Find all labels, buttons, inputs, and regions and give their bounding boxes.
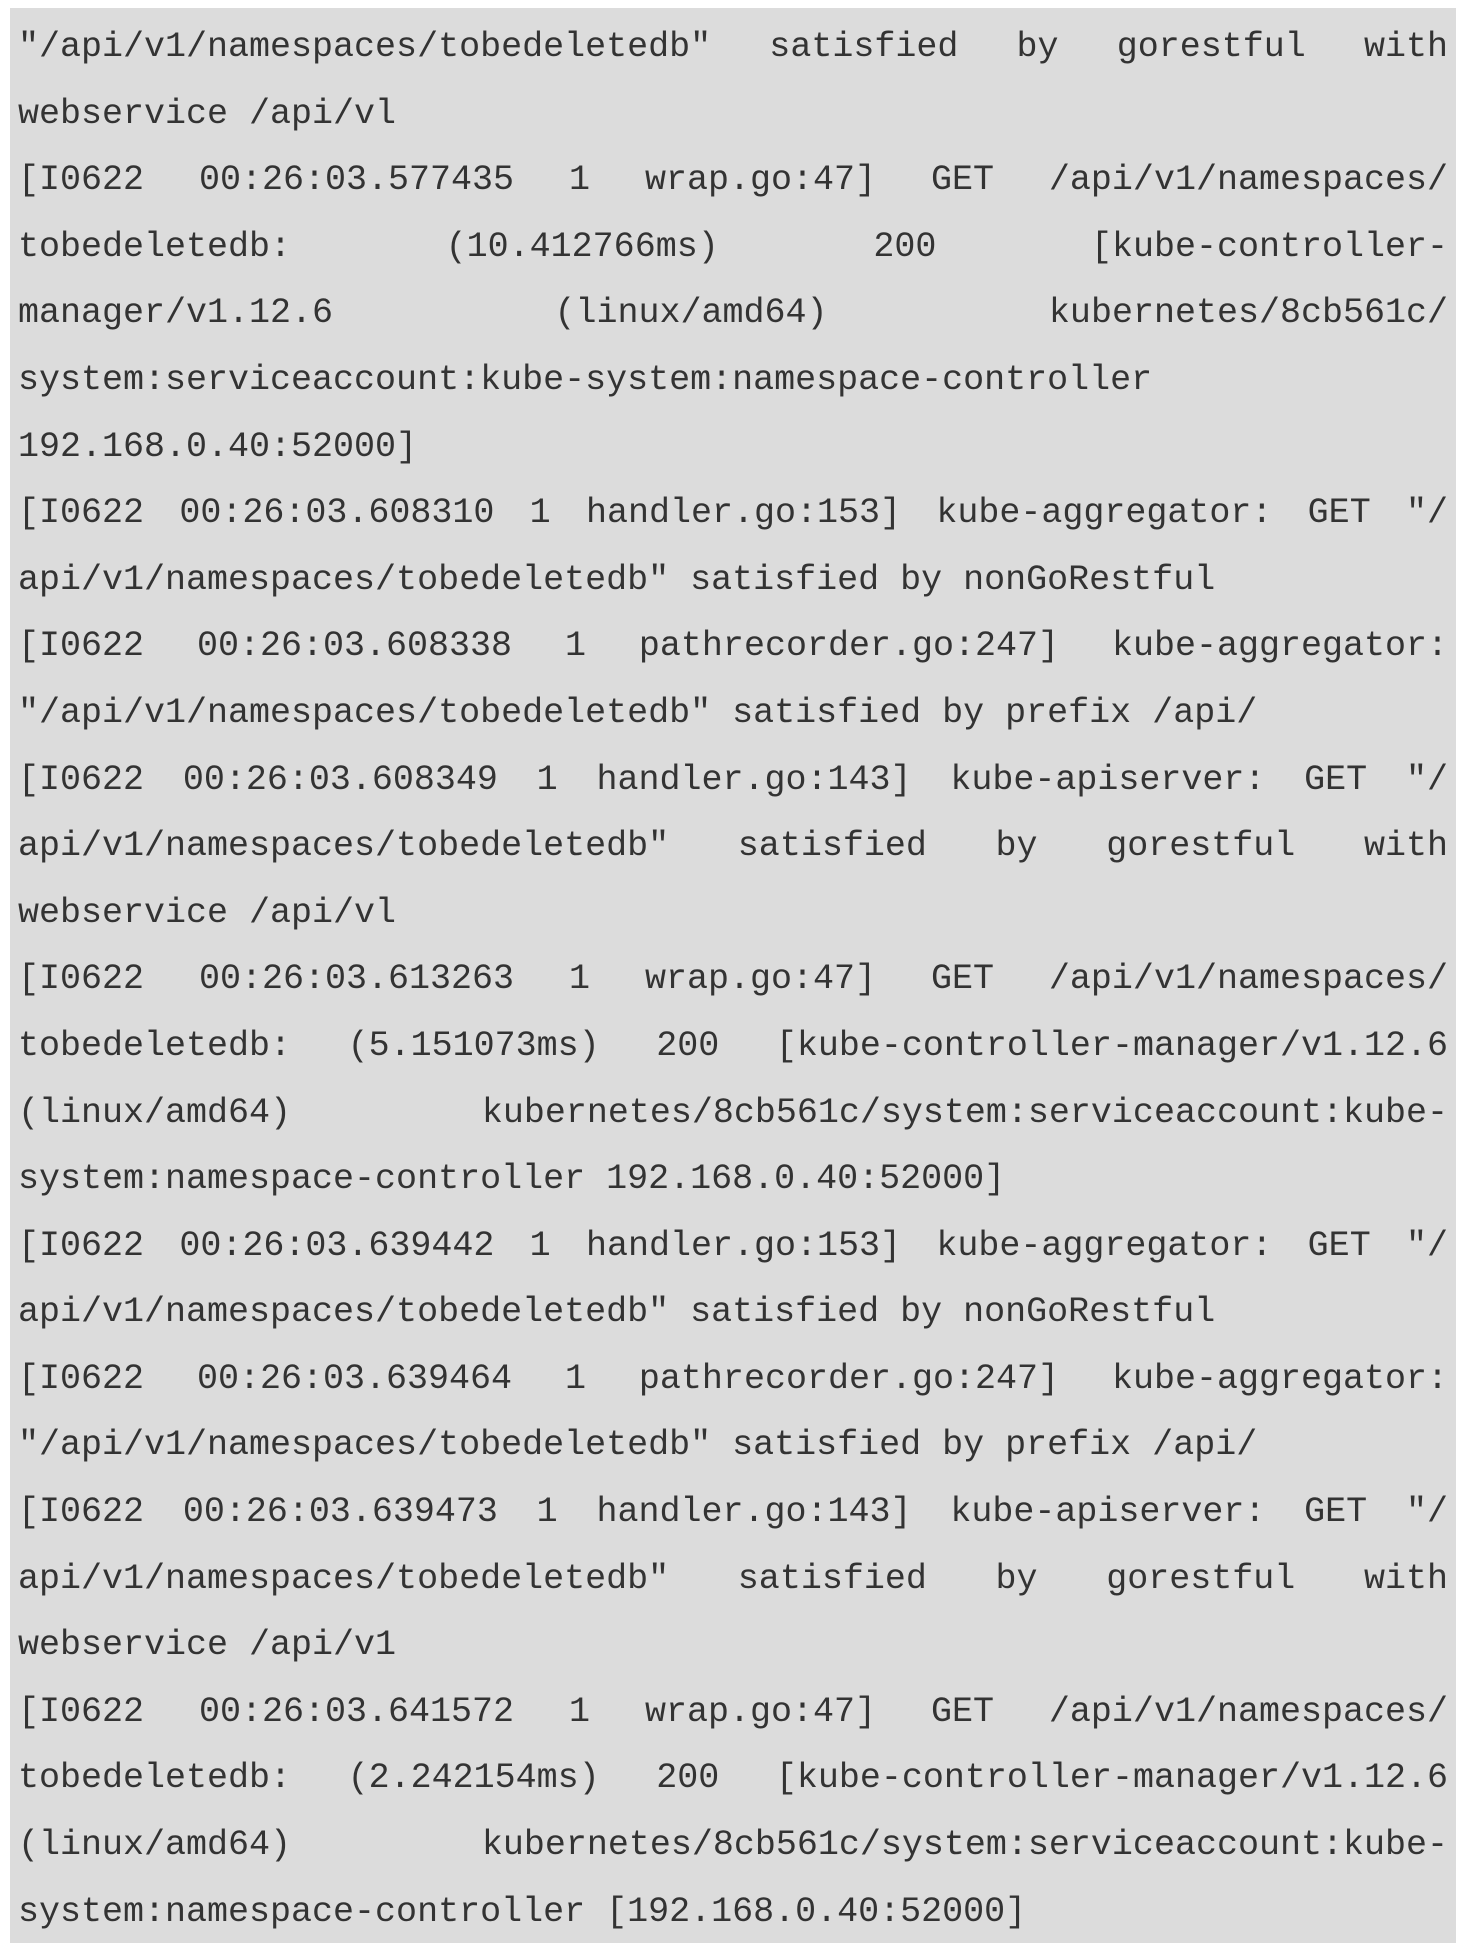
log-line: [I0622 00:26:03.639464 1 pathrecorder.go:247] kube-aggregator: bbox=[18, 1358, 1448, 1399]
log-output-panel bbox=[10, 8, 1456, 1943]
log-line: "/api/v1/namespaces/tobedeletedb" satisfied by gorestful with bbox=[18, 27, 1448, 67]
log-line: tobedeletedb: (5.151073ms) 200 [kube-controller-manager/v1.12.6 bbox=[18, 1025, 1448, 1066]
log-line: [I0622 00:26:03.608310 1 handler.go:153] kube-aggregator: GET "/ bbox=[18, 493, 1448, 534]
log-line: (linux/amd64) kubernetes/8cb561c/system:serviceaccount:kube- bbox=[18, 1092, 1448, 1133]
log-line: api/v1/namespaces/tobedeletedb" satisfied by nonGoRestful bbox=[18, 559, 1216, 600]
log-line: system:serviceaccount:kube-system:namespace-controller bbox=[18, 359, 1153, 400]
log-line: manager/v1.12.6 (linux/amd64) kubernetes/8cb561c/ bbox=[18, 293, 1448, 334]
log-line: webservice /api/v1 bbox=[18, 1625, 397, 1666]
log-line: api/v1/namespaces/tobedeletedb" satisfied by gorestful with bbox=[18, 826, 1448, 867]
log-line: [I0622 00:26:03.639442 1 handler.go:153] kube-aggregator: GET "/ bbox=[18, 1225, 1448, 1266]
log-line: api/v1/namespaces/tobedeletedb" satisfied by nonGoRestful bbox=[18, 1292, 1216, 1333]
log-line: webservice /api/vl bbox=[18, 93, 397, 134]
log-line: [I0622 00:26:03.608349 1 handler.go:143] kube-apiserver: GET "/ bbox=[18, 759, 1448, 800]
log-line: (linux/amd64) kubernetes/8cb561c/system:serviceaccount:kube- bbox=[18, 1825, 1448, 1866]
log-line: [I0622 00:26:03.641572 1 wrap.go:47] GET /api/v1/namespaces/ bbox=[18, 1691, 1448, 1732]
log-line: [I0622 00:26:03.639473 1 handler.go:143] kube-apiserver: GET "/ bbox=[18, 1492, 1448, 1533]
log-line: "/api/v1/namespaces/tobedeletedb" satisfied by prefix /api/ bbox=[18, 692, 1258, 733]
log-line: tobedeletedb: (2.242154ms) 200 [kube-controller-manager/v1.12.6 bbox=[18, 1758, 1448, 1799]
log-line: webservice /api/vl bbox=[18, 892, 397, 933]
log-line: system:namespace-controller [192.168.0.40:52000] bbox=[18, 1891, 1027, 1932]
log-line: tobedeletedb: (10.412766ms) 200 [kube-controller- bbox=[18, 226, 1448, 267]
log-line: [I0622 00:26:03.608338 1 pathrecorder.go:247] kube-aggregator: bbox=[18, 626, 1448, 667]
log-line: "/api/v1/namespaces/tobedeletedb" satisfied by prefix /api/ bbox=[18, 1425, 1258, 1466]
log-line: [I0622 00:26:03.577435 1 wrap.go:47] GET /api/v1/namespaces/ bbox=[18, 160, 1448, 201]
log-line: system:namespace-controller 192.168.0.40:52000] bbox=[18, 1159, 1006, 1200]
log-line: api/v1/namespaces/tobedeletedb" satisfied by gorestful with bbox=[18, 1558, 1448, 1599]
log-line: [I0622 00:26:03.613263 1 wrap.go:47] GET /api/v1/namespaces/ bbox=[18, 959, 1448, 1000]
log-line: 192.168.0.40:52000] bbox=[18, 426, 418, 467]
